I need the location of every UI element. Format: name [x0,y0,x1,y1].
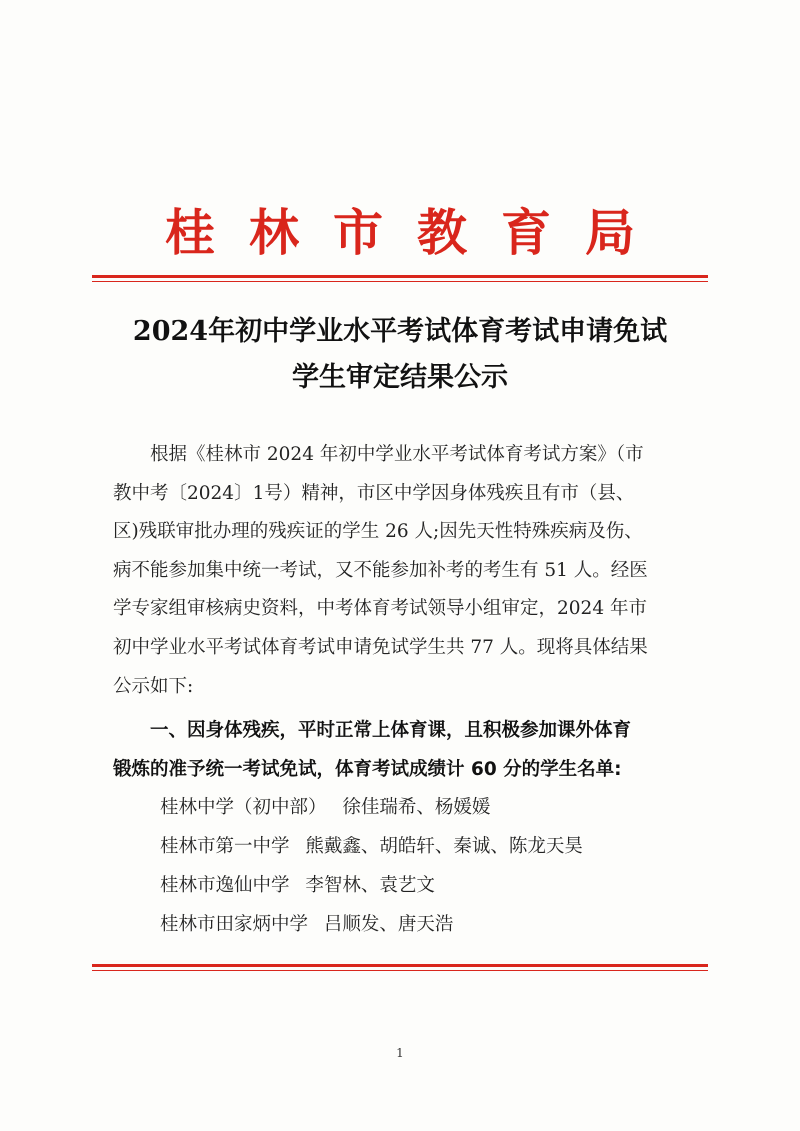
header-divider-thin [92,281,708,282]
student-names: 吕顺发、唐天浩 [323,914,454,935]
student-names: 李智林、袁艺文 [305,875,435,896]
intro-line: 教中考〔2024〕1号）精神，市区中学因身体残疾且有市（县、 [113,482,635,504]
student-names: 熊戴鑫、胡皓轩、秦诚、陈龙天昊 [305,836,583,857]
student-list-row [160,871,435,901]
footer-divider-thin [92,970,708,971]
school-name: 桂林中学（初中部） [160,797,327,818]
student-list-row [160,832,583,862]
page-number: 1 [396,1046,404,1060]
section-heading-line: 一、因身体残疾，平时正常上体育课，且积极参加课外体育 [150,720,632,741]
intro-line: 根据《桂林市 2024 年初中学业水平考试体育考试方案》（市 [150,444,644,465]
section-1-heading [113,712,733,789]
student-list-row [160,793,490,823]
header-divider-thick [92,275,708,278]
intro-line: 学专家组审核病史资料，中考体育考试领导小组审定，2024 年市 [113,598,647,620]
intro-paragraph [113,436,713,706]
intro-line: 病不能参加集中统一考试，又不能参加补考的考生有 51 人。经医 [113,559,648,581]
intro-line: 区)残联审批办理的残疾证的学生 26 人;因先天性特殊疾病及伤、 [113,521,643,543]
footer-divider-thick [92,964,708,967]
organization-header: 桂林市教育局 [165,204,669,262]
school-name: 桂林市第一中学 [160,836,290,857]
section-heading-line: 锻炼的准予统一考试免试，体育考试成绩计 60 分的学生名单: [113,758,622,780]
document-title-line-2: 学生审定结果公示 [292,362,508,393]
document-title-line-1: 2024年初中学业水平考试体育考试申请免试 [132,316,668,347]
intro-line: 初中学业水平考试体育考试申请免试学生共 77 人。现将具体结果 [113,636,648,658]
school-name: 桂林市田家炳中学 [160,914,309,935]
school-name: 桂林市逸仙中学 [160,875,290,896]
intro-line: 公示如下: [113,675,194,697]
student-names: 徐佳瑞希、杨媛媛 [342,797,491,818]
student-list-row [160,910,453,940]
